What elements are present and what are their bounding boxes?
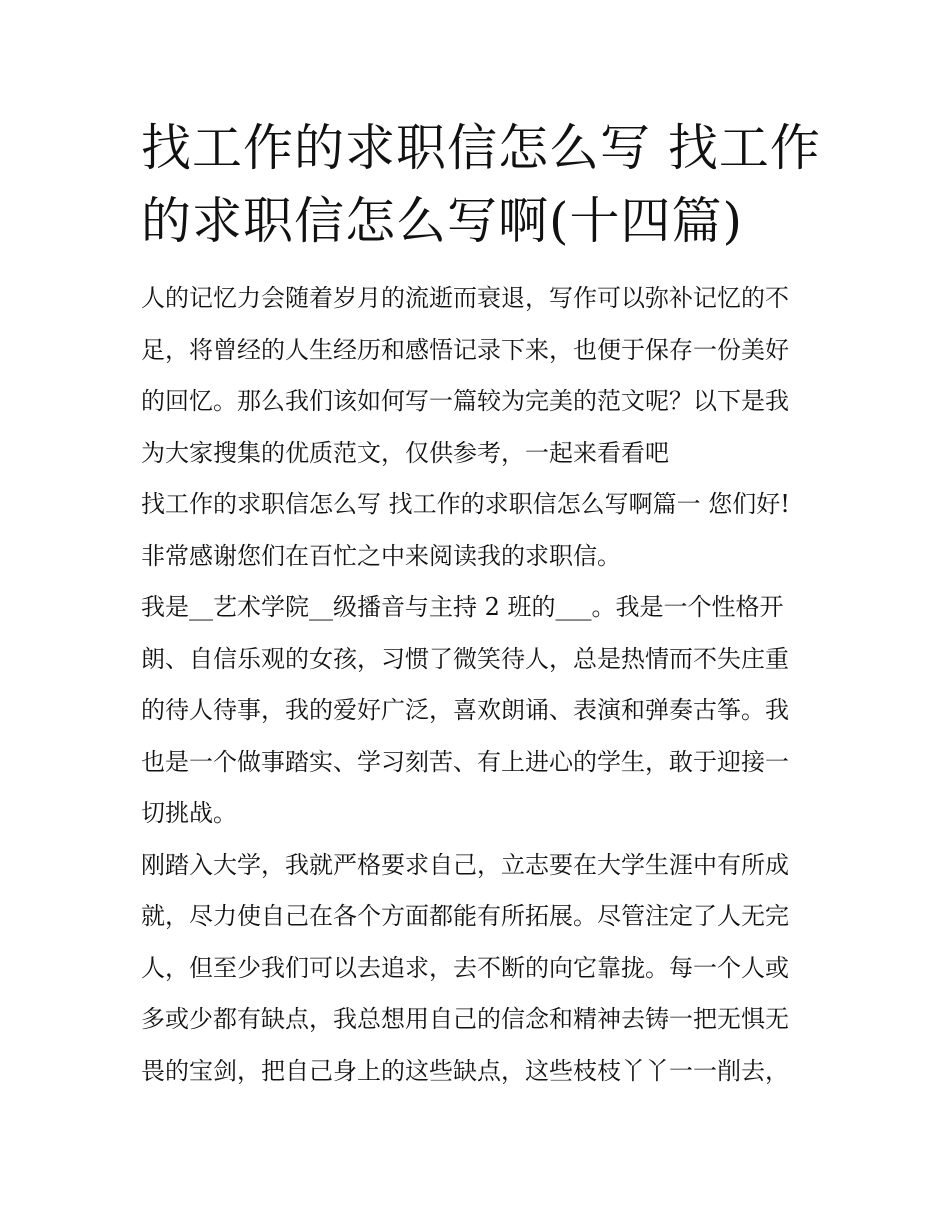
section-heading-text: 找工作的求职信怎么写 找工作的求职信怎么写啊篇一 您们好! — [141, 490, 790, 518]
university-line: 多或少都有缺点，我总想用自己的信念和精神去铸一把无惧无 — [141, 1005, 789, 1033]
greeting-text: 非常感谢您们在百忙之中来阅读我的求职信。 — [141, 541, 621, 570]
greeting-paragraph — [141, 531, 813, 583]
university-line: 就，尽力使自己在各个方面都能有所拓展。尽管注定了人无完 — [141, 902, 789, 930]
self-intro-line: 的待人待事，我的爱好广泛，喜欢朗诵、表演和弹奏古筝。我 — [141, 696, 789, 724]
intro-line: 人的记忆力会随着岁月的流逝而衰退，写作可以弥补记忆的不 — [141, 284, 789, 312]
university-line: 刚踏入大学，我就严格要求自己，立志要在大学生涯中有所成 — [141, 850, 789, 879]
self-intro-line: 也是一个做事踏实、学习刻苦、有上进心的学生，敢于迎接一 — [141, 747, 789, 776]
intro-line: 为大家搜集的优质范文，仅供参考，一起来看看吧 — [141, 438, 669, 467]
university-paragraph — [141, 840, 813, 1098]
intro-line: 足，将曾经的人生经历和感悟记录下来，也便于保存一份美好 — [141, 335, 789, 364]
self-intro-line: 切挑战。 — [141, 799, 237, 827]
title-line-1: 找工作的求职信怎么写 找工作 — [141, 119, 821, 177]
intro-line: 的回忆。那么我们该如何写一篇较为完美的范文呢？以下是我 — [141, 387, 789, 415]
document-body — [141, 273, 813, 1097]
university-line: 畏的宝剑，把自己身上的这些缺点，这些枝枝丫丫一一削去， — [141, 1056, 789, 1085]
university-line: 人，但至少我们可以去追求，去不断的向它靠拢。每一个人或 — [141, 953, 789, 982]
document-title — [141, 112, 821, 258]
section-heading — [141, 479, 813, 531]
title-line-2: 的求职信怎么写啊(十四篇) — [141, 192, 744, 250]
intro-paragraph — [141, 273, 813, 479]
self-intro-line: 朗、自信乐观的女孩，习惯了微笑待人，总是热情而不失庄重 — [141, 644, 789, 673]
self-intro-line: 我是__艺术学院__级播音与主持 2 班的___。我是一个性格开 — [141, 593, 784, 621]
self-intro-paragraph — [141, 582, 813, 840]
